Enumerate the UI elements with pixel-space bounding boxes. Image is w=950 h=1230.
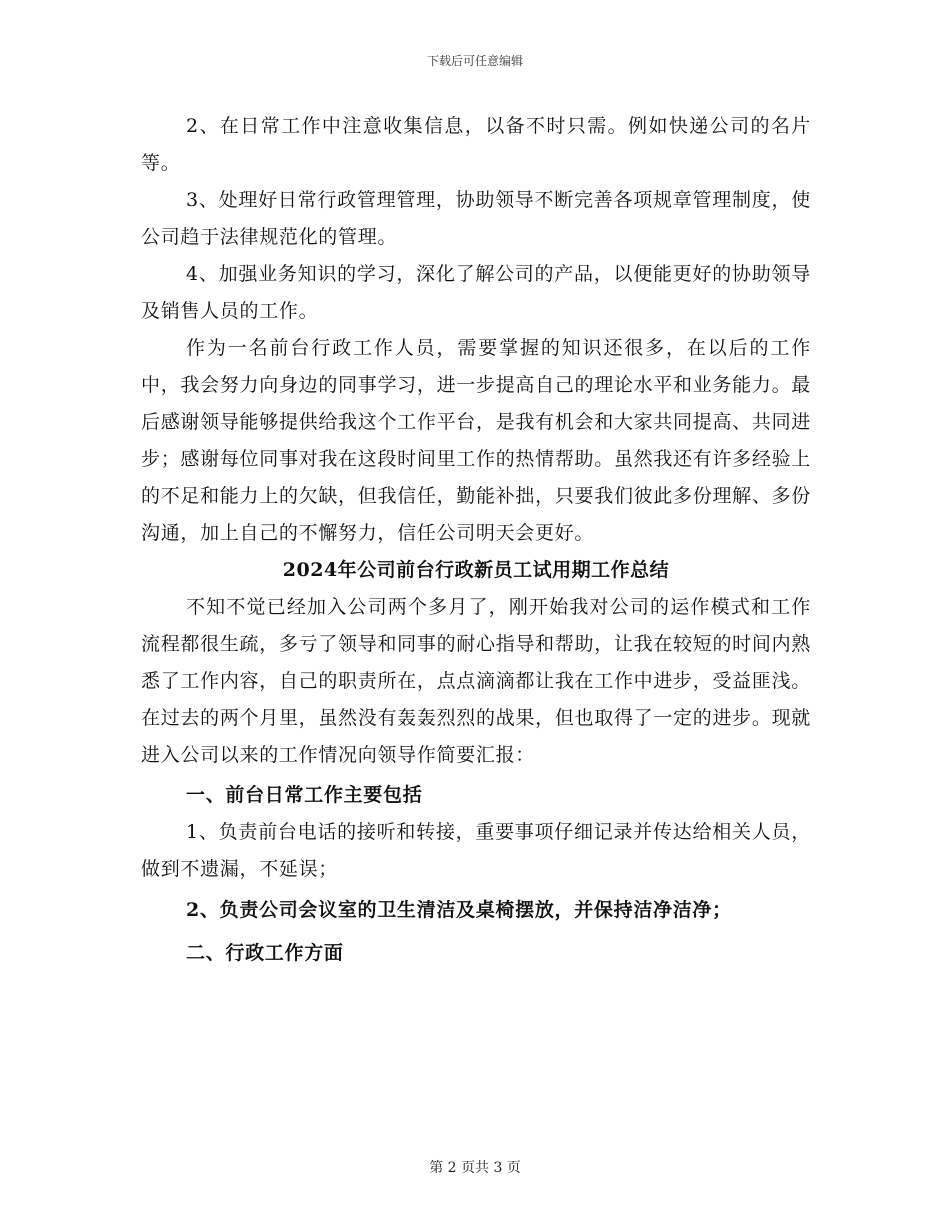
front-desk-item-2: 2、负责公司会议室的卫生清洁及桌椅摆放，并保持洁净洁净； bbox=[186, 899, 732, 921]
paragraph-item-3: 3、处理好日常行政管理管理，协助领导不断完善各项规章管理制度，使公司趋于法律规范化的管理。 bbox=[141, 189, 811, 248]
section-title: 2024年公司前台行政新员工试用期工作总结 bbox=[282, 559, 670, 581]
page-header: 下载后可任意编辑 bbox=[426, 54, 523, 68]
document-body bbox=[141, 108, 811, 972]
paragraph-item-4: 4、加强业务知识的学习，深化了解公司的产品，以便能更好的协助领导及销售人员的工作。 bbox=[141, 263, 811, 322]
heading-front-desk: 一、前台日常工作主要包括 bbox=[186, 784, 423, 806]
paragraph-item-2: 2、在日常工作中注意收集信息，以备不时只需。例如快递公司的名片等。 bbox=[141, 115, 811, 174]
paragraph-intro: 不知不觉已经加入公司两个多月了，刚开始我对公司的运作模式和工作流程都很生疏，多亏了领导和同事的耐心指导和帮助，让我在较短的时间内熟悉了工作内容，自己的职责所在，点点滴滴都让我在工作中进步，受益匪浅。在过去的两个月里，虽然没有轰轰烈烈的战果，但也取得了一定的进步。现就进入公司以来的工作情况向领导作简要汇报： bbox=[141, 596, 811, 766]
paragraph-closing: 作为一名前台行政工作人员，需要掌握的知识还很多，在以后的工作中，我会努力向身边的同事学习，进一步提高自己的理论水平和业务能力。最后感谢领导能够提供给我这个工作平台，是我有机会和大家共同提高、共同进步；感谢每位同事对我在这段时间里工作的热情帮助。虽然我还有许多经验上的不足和能力上的欠缺，但我信任，勤能补拙，只要我们彼此多份理解、多份沟通，加上自己的不懈努力，信任公司明天会更好。 bbox=[141, 337, 811, 544]
front-desk-item-1: 1、负责前台电话的接听和转接，重要事项仔细记录并传达给相关人员，做到不遗漏，不延误； bbox=[141, 821, 811, 880]
page-footer: 第 2 页共 3 页 bbox=[429, 1160, 521, 1176]
heading-admin-work: 二、行政工作方面 bbox=[186, 942, 344, 964]
